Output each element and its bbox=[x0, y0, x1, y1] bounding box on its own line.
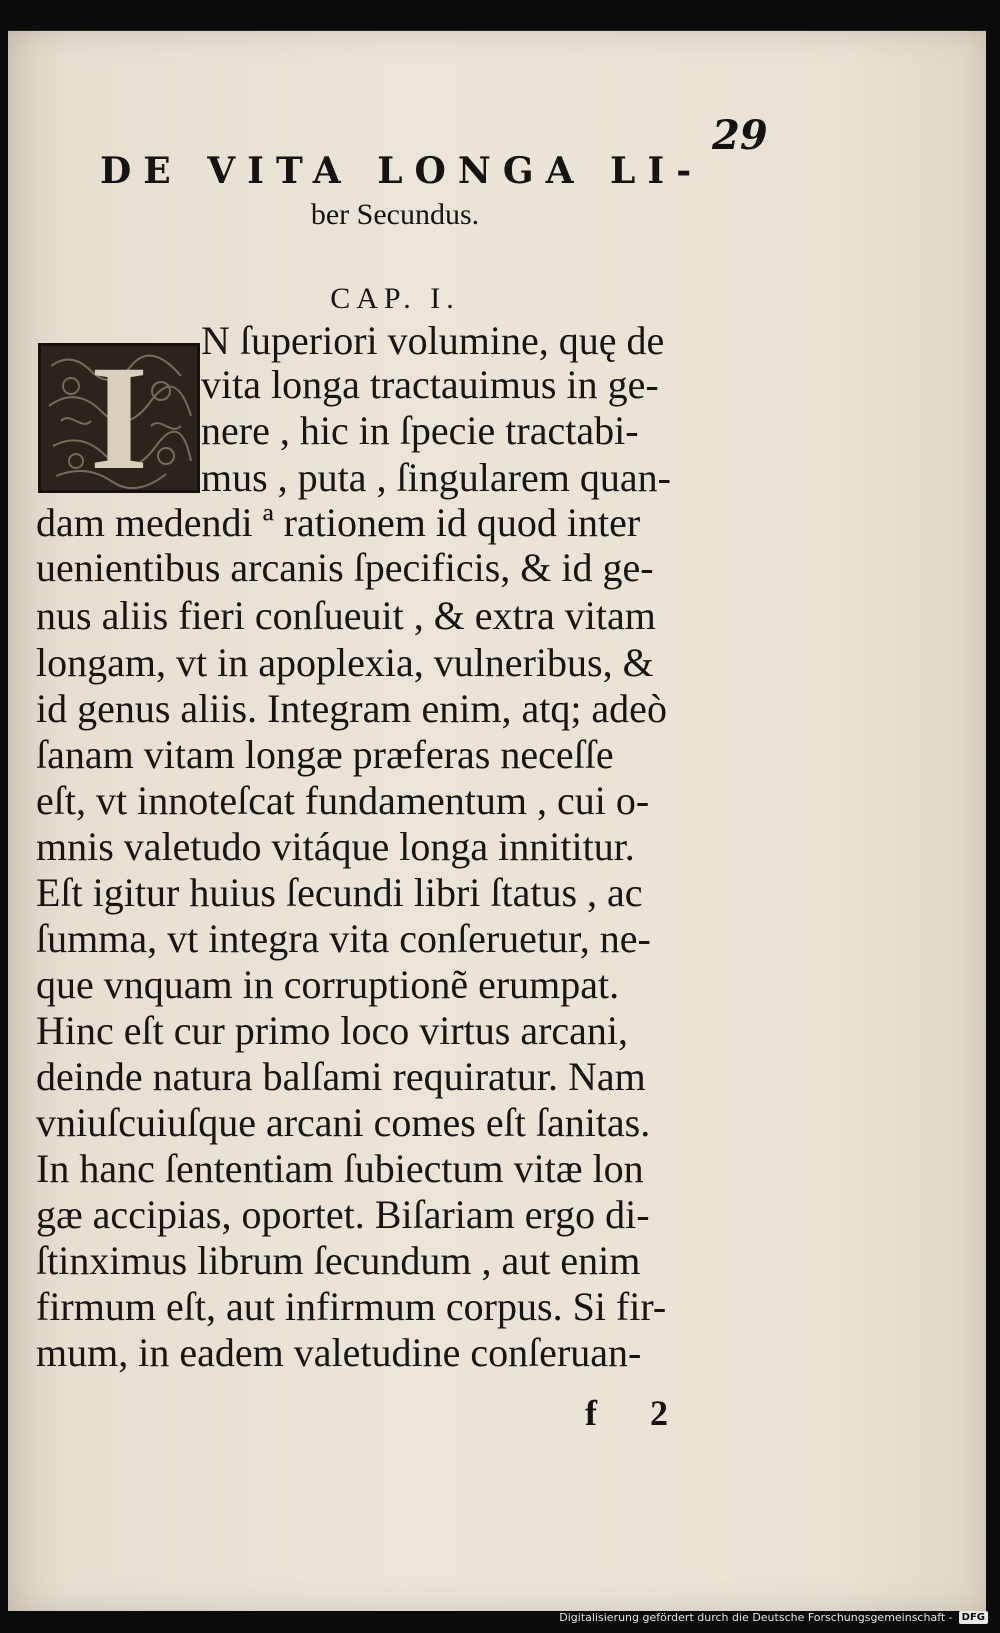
initial-letter: I bbox=[89, 335, 149, 501]
text-line: firmum eſt, aut infirmum corpus. Si fir- bbox=[36, 1284, 667, 1329]
text-line: eſt, vt innoteſcat fundamentum , cui o- bbox=[36, 778, 650, 823]
credit-text: Digitalisierung gefördert durch die Deutsche Forschungsgemeinschaft - bbox=[559, 1610, 953, 1624]
signature-mark: f 2 bbox=[585, 1393, 690, 1433]
text-line: gæ accipias, oportet. Biſariam ergo di- bbox=[36, 1192, 650, 1237]
decorated-initial bbox=[38, 335, 200, 501]
title-line-1: DE VITA LONGA LI- bbox=[100, 150, 704, 192]
text-line: nus aliis fieri conſueuit , & extra vitam bbox=[36, 593, 656, 638]
text-line: que vnquam in corruptionẽ erumpat. bbox=[36, 962, 620, 1007]
page-number: 29 bbox=[712, 112, 768, 159]
text-line: mum, in eadem valetudine conſeruan- bbox=[36, 1330, 642, 1375]
text-line: ſtinximus librum ſecundum , aut enim bbox=[36, 1238, 641, 1283]
text-line: vniuſcuiuſque arcani comes eſt ſanitas. bbox=[36, 1100, 651, 1145]
text-line: uenientibus arcanis ſpecificis, & id ge- bbox=[36, 545, 654, 590]
text-line: mnis valetudo vitáque longa innititur. bbox=[36, 824, 635, 869]
digitization-credit bbox=[559, 1606, 988, 1628]
text-line: N ſuperiori volumine, quę de bbox=[201, 318, 665, 363]
text-line: id genus aliis. Integram enim, atq; adeò bbox=[36, 686, 667, 731]
text-line: Hinc eſt cur primo loco virtus arcani, bbox=[36, 1008, 629, 1053]
text-line: dam medendi ª rationem id quod inter bbox=[36, 500, 641, 545]
text-line: vita longa tractauimus in ge- bbox=[201, 362, 659, 407]
title-line-2: ber Secundus. bbox=[310, 198, 480, 231]
text-line: nere , hic in ſpecie tractabi- bbox=[201, 408, 639, 453]
text-line: ſumma, vt integra vita conſeruetur, ne- bbox=[36, 916, 651, 961]
text-line: longam, vt in apoplexia, vulneribus, & bbox=[36, 640, 654, 685]
text-line: ſanam vitam longæ præferas neceſſe bbox=[36, 732, 614, 777]
dfg-logo: DFG bbox=[959, 1611, 988, 1624]
chapter-heading: CAP. I. bbox=[330, 282, 460, 315]
text-line: deinde natura balſami requiratur. Nam bbox=[36, 1054, 646, 1099]
text-line: In hanc ſententiam ſubiectum vitæ lon bbox=[36, 1146, 644, 1191]
text-line: Eſt igitur huius ſecundi libri ſtatus , ac bbox=[36, 870, 643, 915]
text-line: mus , puta , ſingularem quan- bbox=[201, 455, 671, 500]
